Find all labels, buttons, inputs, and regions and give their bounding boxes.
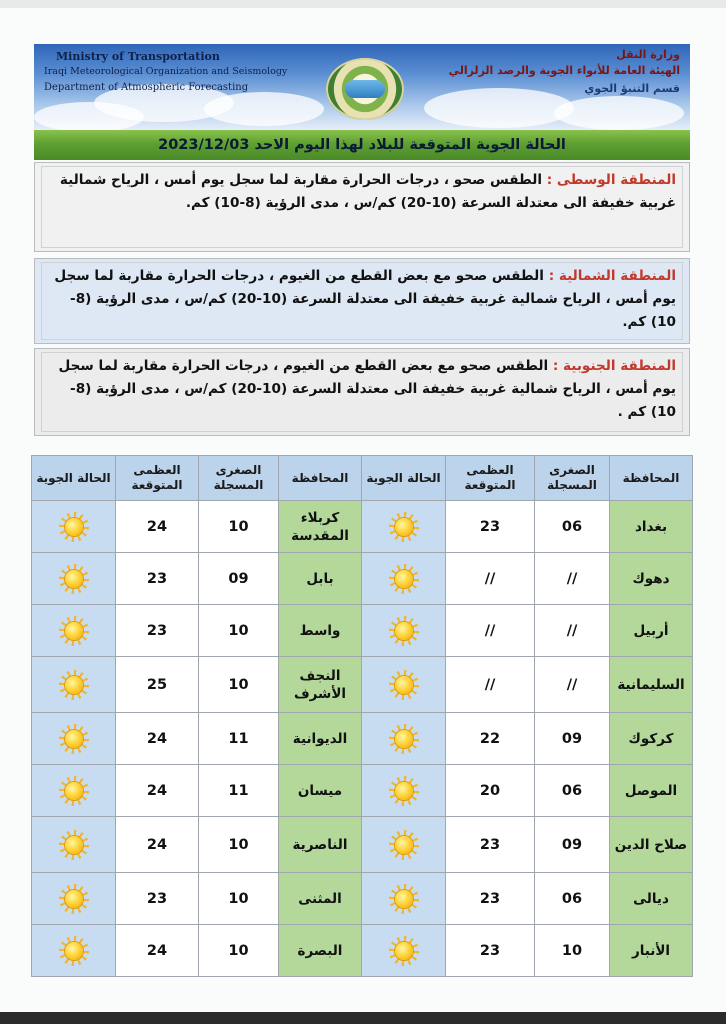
max-temp-cell: 22 (446, 713, 535, 765)
condition-cell (362, 713, 446, 765)
max-temp-cell: 24 (116, 765, 199, 817)
emblem-logo (326, 58, 404, 120)
min-temp-cell: 10 (199, 817, 279, 873)
governorate-cell: كربلاء المقدسة (279, 501, 362, 553)
condition-cell (362, 765, 446, 817)
table-row (32, 713, 693, 765)
condition-cell (32, 925, 116, 977)
header-condition: الحالة الجوية (362, 456, 446, 501)
condition-cell (32, 657, 116, 713)
sun-icon (389, 670, 419, 700)
condition-cell (32, 713, 116, 765)
region-northern-body (41, 262, 683, 340)
region-central-body (41, 166, 683, 248)
sun-icon (389, 616, 419, 646)
governorate-cell: البصرة (279, 925, 362, 977)
governorate-cell: دهوك (610, 553, 693, 605)
ministry-name-ar: وزارة النقل (616, 48, 680, 61)
condition-cell (362, 553, 446, 605)
emblem-icon (345, 80, 385, 98)
temperature-table (31, 455, 693, 977)
sun-icon (59, 830, 89, 860)
top-edge (0, 0, 726, 8)
max-temp-cell: 24 (116, 817, 199, 873)
header-governorate: المحافظة (610, 456, 693, 501)
max-temp-cell: 25 (116, 657, 199, 713)
governorate-cell: ميسان (279, 765, 362, 817)
min-temp-cell: 10 (199, 873, 279, 925)
table-row (32, 657, 693, 713)
min-temp-cell: 10 (199, 925, 279, 977)
organization-name-en: Iraqi Meteorological Organization and Seismology (44, 66, 288, 77)
sun-icon (59, 670, 89, 700)
max-temp-cell: 24 (116, 925, 199, 977)
governorate-cell: الأنبار (610, 925, 693, 977)
max-temp-cell: 20 (446, 765, 535, 817)
governorate-cell: بابل (279, 553, 362, 605)
max-temp-cell: 23 (446, 925, 535, 977)
sun-icon (59, 724, 89, 754)
max-temp-cell: 23 (446, 817, 535, 873)
table-row (32, 817, 693, 873)
min-temp-cell: 10 (535, 925, 610, 977)
condition-cell (32, 501, 116, 553)
condition-cell (32, 765, 116, 817)
min-temp-cell: // (535, 553, 610, 605)
region-label: المنطقة الشمالية : (548, 268, 676, 284)
table-row (32, 605, 693, 657)
governorate-cell: الديوانية (279, 713, 362, 765)
bottom-edge (0, 1012, 726, 1024)
region-label: المنطقة الوسطى : (546, 172, 676, 188)
governorate-cell: بغداد (610, 501, 693, 553)
sun-icon (389, 776, 419, 806)
header-min-recorded: الصغرى المسجلة (535, 456, 610, 501)
region-southern (34, 348, 690, 436)
governorate-cell: النجف الأشرف (279, 657, 362, 713)
region-central (34, 162, 690, 252)
condition-cell (362, 925, 446, 977)
governorate-cell: كركوك (610, 713, 693, 765)
region-text: الطقس صحو مع بعض القطع من الغيوم ، درجات الحرارة مقاربة لما سجل يوم أمس ، الرياح شمالية غربية خفيفة الى معتدلة السرعة (10-20) كم/س ، مدى الرؤية (8-10) كم. (54, 268, 676, 330)
min-temp-cell: 09 (535, 817, 610, 873)
condition-cell (32, 873, 116, 925)
table-row (32, 553, 693, 605)
table-header-row (32, 456, 693, 501)
governorate-cell: أربيل (610, 605, 693, 657)
ministry-name-en: Ministry of Transportation (56, 50, 220, 63)
governorate-cell: ديالى (610, 873, 693, 925)
max-temp-cell: 23 (446, 873, 535, 925)
region-northern (34, 258, 690, 344)
region-label: المنطقة الجنوبية : (552, 358, 676, 374)
sun-icon (59, 884, 89, 914)
min-temp-cell: 10 (199, 501, 279, 553)
governorate-cell: الموصل (610, 765, 693, 817)
min-temp-cell: 06 (535, 501, 610, 553)
table-row (32, 501, 693, 553)
sun-icon (389, 884, 419, 914)
condition-cell (362, 817, 446, 873)
min-temp-cell: 11 (199, 765, 279, 817)
organization-name-ar: الهيئة العامة للأنواء الجوية والرصد الزلزالي (448, 64, 680, 77)
header-max-expected: العظمى المتوقعة (446, 456, 535, 501)
governorate-cell: المثنى (279, 873, 362, 925)
min-temp-cell: 10 (199, 657, 279, 713)
sun-icon (59, 936, 89, 966)
region-text: الطقس صحو مع بعض القطع من الغيوم ، درجات الحرارة مقاربة لما سجل يوم أمس ، الرياح شمالية غربية خفيفة الى معتدلة السرعة (10-20) كم/س ، مدى الرؤية (8-10) كم . (58, 358, 676, 420)
sun-icon (389, 512, 419, 542)
department-name-ar: قسم التنبؤ الجوي (584, 82, 680, 95)
condition-cell (32, 817, 116, 873)
max-temp-cell: 23 (446, 501, 535, 553)
max-temp-cell: 23 (116, 553, 199, 605)
sun-icon (59, 512, 89, 542)
min-temp-cell: 11 (199, 713, 279, 765)
governorate-cell: واسط (279, 605, 362, 657)
min-temp-cell: 10 (199, 605, 279, 657)
table-row (32, 925, 693, 977)
governorate-cell: الناصرية (279, 817, 362, 873)
sun-icon (59, 776, 89, 806)
min-temp-cell: 09 (535, 713, 610, 765)
sun-icon (389, 936, 419, 966)
min-temp-cell: // (535, 605, 610, 657)
department-name-en: Department of Atmospheric Forecasting (44, 82, 249, 93)
region-southern-body (41, 352, 683, 432)
sun-icon (389, 724, 419, 754)
governorate-cell: السليمانية (610, 657, 693, 713)
min-temp-cell: 06 (535, 765, 610, 817)
min-temp-cell: 09 (199, 553, 279, 605)
min-temp-cell: 06 (535, 873, 610, 925)
max-temp-cell: // (446, 553, 535, 605)
max-temp-cell: 23 (116, 605, 199, 657)
region-text: الطقس صحو ، درجات الحرارة مقاربة لما سجل يوم أمس ، الرياح شمالية غربية خفيفة الى معتدلة السرعة (10-20) كم/س ، مدى الرؤية (8-10) كم. (59, 172, 676, 211)
sun-icon (59, 564, 89, 594)
header-max-expected: العظمى المتوقعة (116, 456, 199, 501)
max-temp-cell: // (446, 605, 535, 657)
min-temp-cell: // (535, 657, 610, 713)
max-temp-cell: 24 (116, 501, 199, 553)
table-row (32, 873, 693, 925)
forecast-title: الحالة الجوية المتوقعة للبلاد لهذا اليوم الاحد 2023/12/03 (34, 130, 690, 160)
sun-icon (59, 616, 89, 646)
header-governorate: المحافظة (279, 456, 362, 501)
max-temp-cell: // (446, 657, 535, 713)
sun-icon (389, 830, 419, 860)
header-min-recorded: الصغرى المسجلة (199, 456, 279, 501)
condition-cell (32, 605, 116, 657)
condition-cell (362, 605, 446, 657)
governorate-cell: صلاح الدين (610, 817, 693, 873)
sun-icon (389, 564, 419, 594)
cloud-shape (424, 88, 574, 128)
cloud-shape (554, 96, 684, 130)
header-condition: الحالة الجوية (32, 456, 116, 501)
condition-cell (362, 501, 446, 553)
table-row (32, 765, 693, 817)
condition-cell (32, 553, 116, 605)
condition-cell (362, 657, 446, 713)
cloud-shape (204, 92, 324, 126)
cloud-shape (34, 102, 144, 130)
max-temp-cell: 24 (116, 713, 199, 765)
header-banner (34, 44, 690, 130)
condition-cell (362, 873, 446, 925)
max-temp-cell: 23 (116, 873, 199, 925)
